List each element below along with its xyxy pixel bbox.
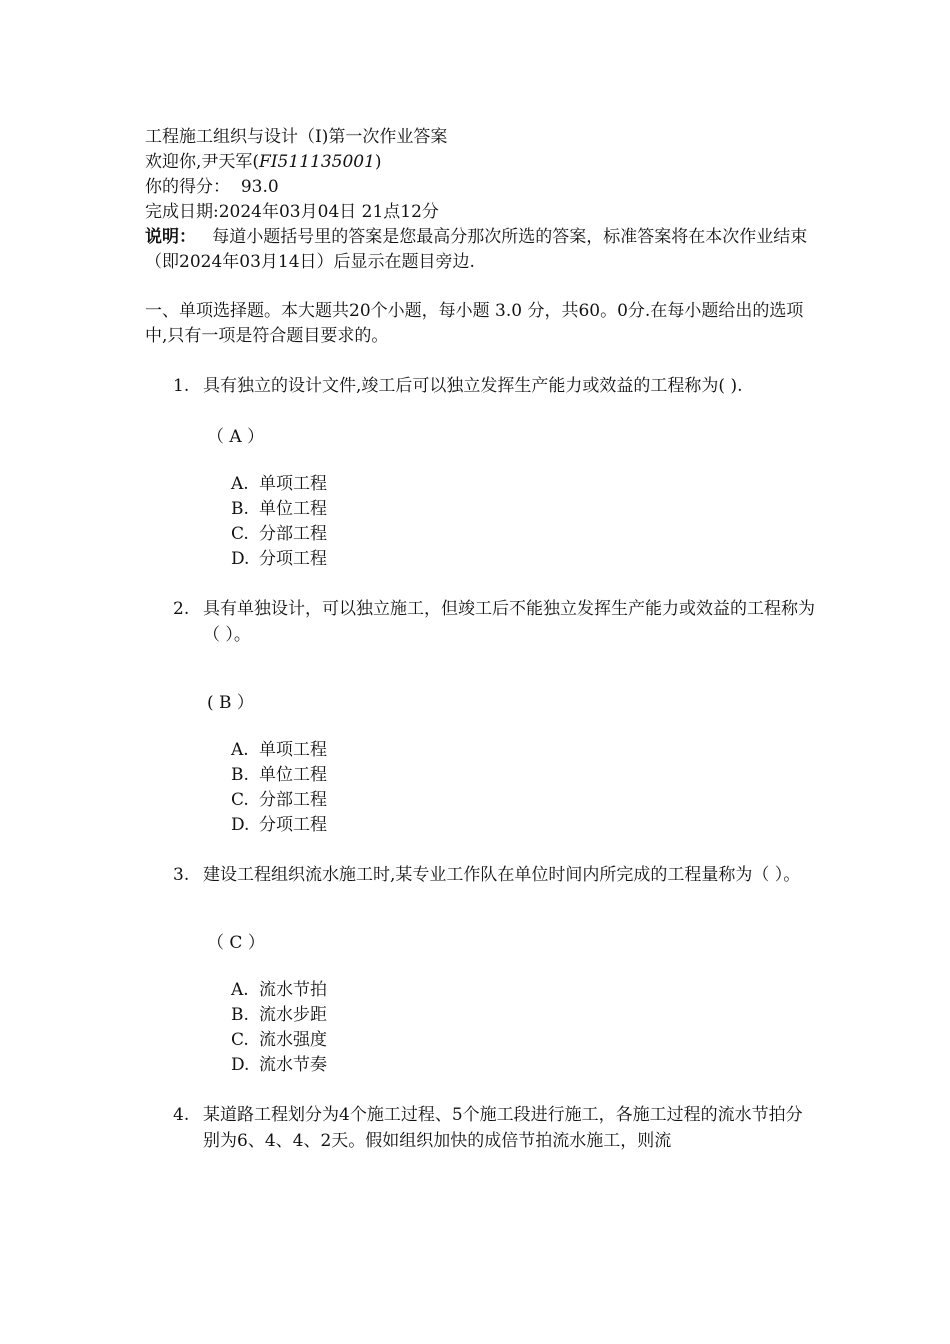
question-4 — [145, 1102, 815, 1154]
option-a: A. 流水节拍 — [231, 980, 327, 1000]
option-b: B. 单位工程 — [231, 499, 327, 519]
question-number: 4. — [173, 1105, 190, 1125]
note-text: 每道小题括号里的答案是您最高分那次所选的答案，标准答案将在本次作业结束（即2024年03月14日）后显示在题目旁边. — [145, 227, 808, 272]
question-1 — [145, 373, 815, 399]
question-3 — [145, 862, 815, 888]
note-label: 说明： — [145, 227, 196, 247]
question-text: 建设工程组织流水施工时,某专业工作队在单位时间内所完成的工程量称为（ ）。 — [203, 865, 801, 885]
score-value: 93.0 — [240, 177, 279, 197]
option-c: C. 分部工程 — [231, 524, 327, 544]
question-1-options — [145, 472, 815, 572]
student-id: FI511135001 — [259, 152, 375, 172]
score-label: 你的得分： — [145, 177, 230, 197]
question-2-options — [145, 738, 815, 838]
welcome-line — [145, 150, 815, 175]
question-text: 具有单独设计，可以独立施工，但竣工后不能独立发挥生产能力或效益的工程称为（ ）。 — [203, 599, 815, 645]
question-2-answer: ( B ） — [207, 693, 254, 713]
welcome-prefix: 欢迎你,尹天军( — [145, 152, 260, 172]
section-heading: 一、单项选择题。本大题共20个小题，每小题 3.0 分，共60。0分.在每小题给出的选项中,只有一项是符合题目要求的。 — [145, 301, 804, 346]
question-number: 2. — [173, 599, 190, 619]
option-b: B. 单位工程 — [231, 765, 327, 785]
score-line — [145, 175, 815, 200]
option-c: C. 流水强度 — [231, 1030, 327, 1050]
question-3-options — [145, 978, 815, 1078]
question-text: 具有独立的设计文件,竣工后可以独立发挥生产能力或效益的工程称为( ). — [203, 376, 743, 396]
option-d: D. 分项工程 — [231, 815, 327, 835]
question-number: 1. — [173, 376, 190, 396]
question-text: 某道路工程划分为4个施工过程、5个施工段进行施工，各施工过程的流水节拍分别为6、4、4、2天。假如组织加快的成倍节拍流水施工，则流 — [203, 1105, 803, 1151]
question-number: 3. — [173, 865, 190, 885]
option-d: D. 流水节奏 — [231, 1055, 327, 1075]
note — [145, 225, 815, 275]
option-d: D. 分项工程 — [231, 549, 327, 569]
question-1-answer: （ A ） — [207, 427, 265, 447]
completion-date: 完成日期:2024年03月04日 21点12分 — [145, 202, 439, 222]
document-title: 工程施工组织与设计（I)第一次作业答案 — [145, 127, 448, 147]
question-3-answer: （ C ） — [207, 933, 265, 953]
option-c: C. 分部工程 — [231, 790, 327, 810]
document-page — [145, 125, 815, 1154]
welcome-suffix: ) — [374, 152, 382, 172]
question-2 — [145, 596, 815, 648]
option-a: A. 单项工程 — [231, 740, 327, 760]
option-b: B. 流水步距 — [231, 1005, 327, 1025]
option-a: A. 单项工程 — [231, 474, 327, 494]
